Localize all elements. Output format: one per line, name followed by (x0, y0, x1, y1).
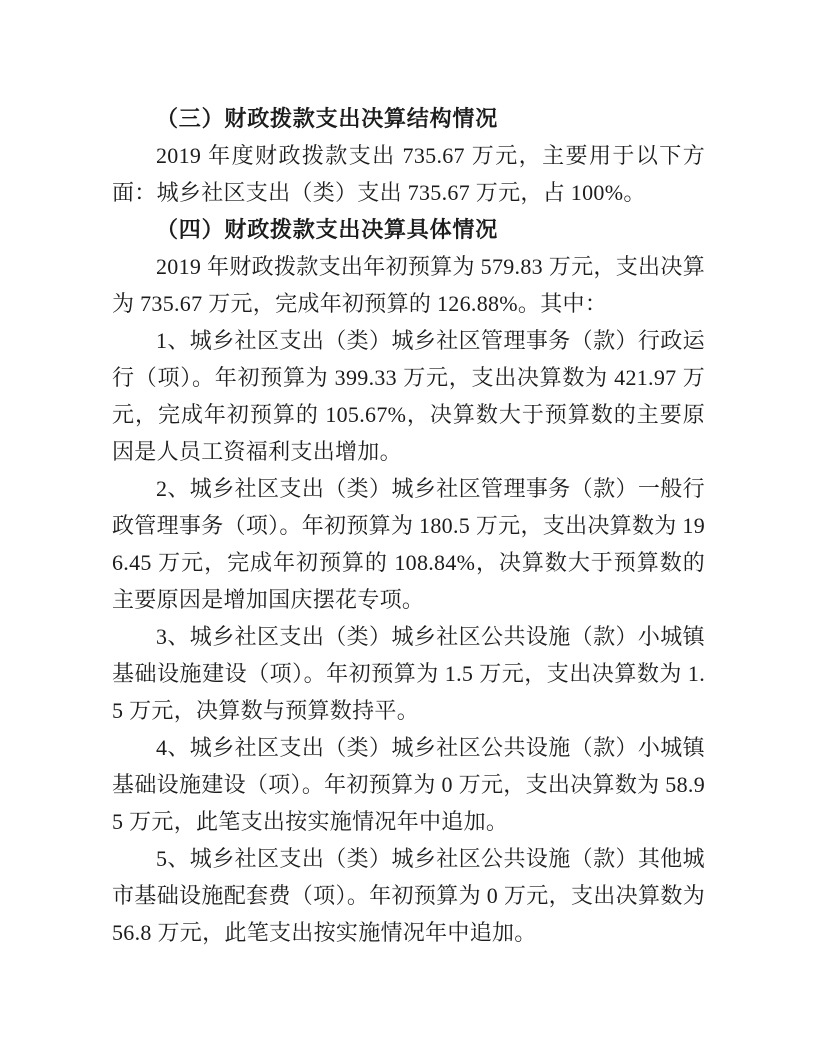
section-heading-fiscal-expenditure-structure: （三）财政拨款支出决算结构情况 (156, 106, 499, 131)
paragraph-item-3-small-town-infrastructure: 3、城乡社区支出（类）城乡社区公共设施（款）小城镇基础设施建设（项）。年初预算为 1.5 万元，支出决算数为 1.5 万元，决算数与预算数持平。 (112, 624, 705, 723)
paragraph-item-5-other-urban-infrastructure-fees: 5、城乡社区支出（类）城乡社区公共设施（款）其他城市基础设施配套费（项）。年初预算为 0 万元，支出决算数为 56.8 万元，此笔支出按实施情况年中追加。 (112, 846, 705, 945)
paragraph-item-1-administrative-operation: 1、城乡社区支出（类）城乡社区管理事务（款）行政运行（项）。年初预算为 399.33 万元，支出决算数为 421.97 万元，完成年初预算的 105.67%，决算数大于预算数的主要原因是人员工资福利支出增加。 (112, 328, 705, 464)
section-heading-fiscal-expenditure-details: （四）财政拨款支出决算具体情况 (156, 217, 499, 242)
paragraph-item-2-general-administrative-affairs: 2、城乡社区支出（类）城乡社区管理事务（款）一般行政管理事务（项）。年初预算为 180.5 万元，支出决算数为 196.45 万元，完成年初预算的 108.84%，决算数大于预算数的主要原因是增加国庆摆花专项。 (112, 476, 705, 612)
document-body (112, 100, 705, 951)
paragraph-expenditure-structure-overview: 2019 年度财政拨款支出 735.67 万元，主要用于以下方面：城乡社区支出（类）支出 735.67 万元，占 100%。 (112, 143, 705, 205)
paragraph-expenditure-details-overview: 2019 年财政拨款支出年初预算为 579.83 万元，支出决算为 735.67 万元，完成年初预算的 126.88%。其中： (112, 254, 705, 316)
paragraph-item-4-small-town-infrastructure-supplement: 4、城乡社区支出（类）城乡社区公共设施（款）小城镇基础设施建设（项）。年初预算为 0 万元，支出决算数为 58.95 万元，此笔支出按实施情况年中追加。 (112, 735, 705, 834)
